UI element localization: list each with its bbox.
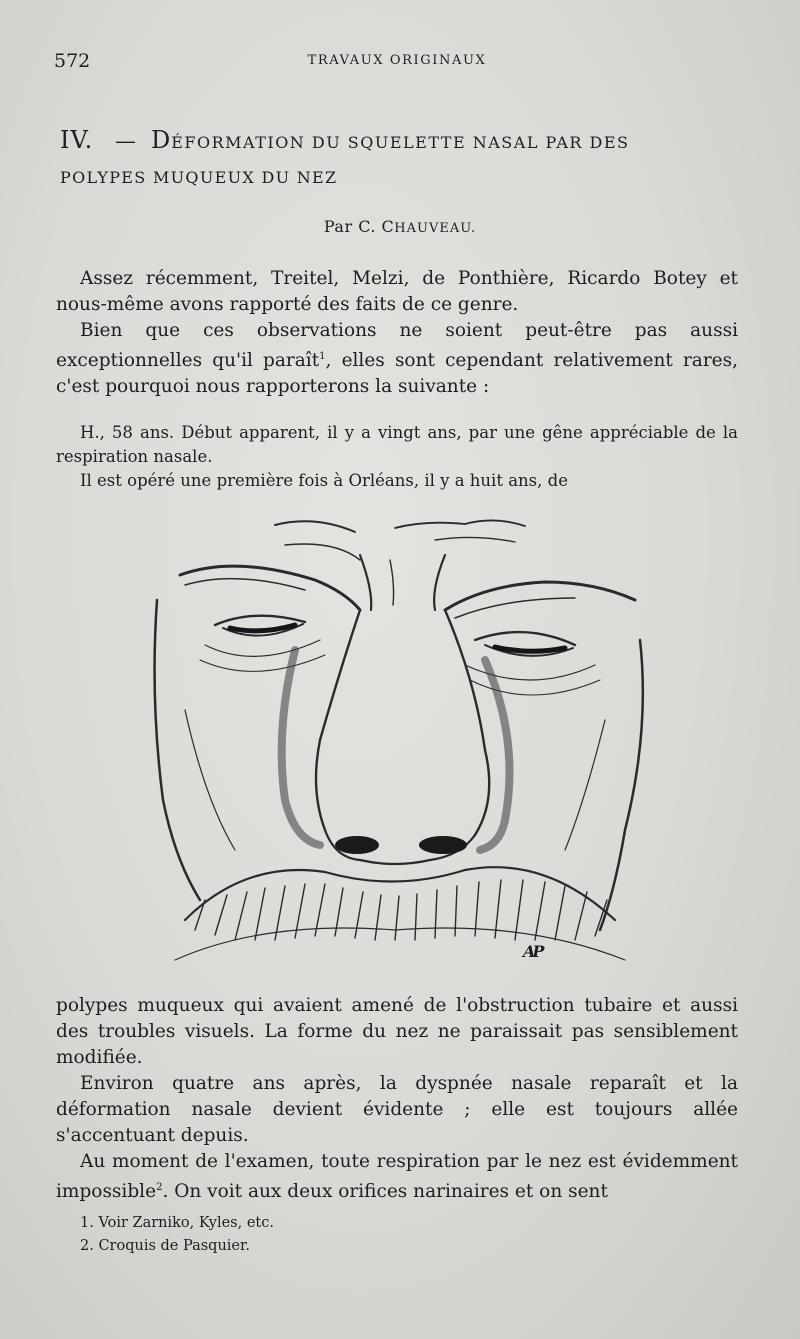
paragraph [56, 1149, 738, 1205]
paragraph-text: Au moment de l'examen, toute respiration par le nez est évidemment impossible [56, 1151, 738, 1203]
paragraph-text: . On voit aux deux orifices narinaires et on sent [162, 1181, 608, 1203]
title-line-1: ÉFORMATION DU SQUELETTE NASAL PAR DES [171, 133, 630, 152]
paragraph-text: , elles sont cependant relativement rares, c'est pourquoi nous rapporterons la suivante : [56, 350, 738, 398]
footnote: 1. Voir Zarniko, Kyles, etc. [80, 1215, 274, 1231]
footnote: 2. Croquis de Pasquier. [80, 1238, 250, 1254]
title-dash: — [114, 129, 137, 153]
title-line-2: POLYPES MUQUEUX DU NEZ [60, 168, 338, 187]
artist-signature: AP [523, 942, 542, 961]
paragraph: H., 58 ans. Début apparent, il y a vingt ans, par une gêne appréciable de la respiration nasale. [56, 423, 738, 466]
paragraph: Environ quatre ans après, la dyspnée nasale reparaît et la déformation nasale devient évidente ; elle est toujours allée s'accentuant depuis. [56, 1073, 738, 1146]
running-head [54, 50, 740, 74]
paragraph: polypes muqueux qui avaient amené de l'obstruction tubaire et aussi des troubles visuels. La forme du nez ne paraissait pas sensiblement modifiée. [56, 995, 738, 1068]
face-sketch [145, 500, 655, 980]
case-text [56, 421, 738, 493]
article-title [60, 128, 760, 186]
intro-text [56, 266, 738, 400]
title-initial: D [150, 126, 172, 154]
paragraph: Assez récemment, Treitel, Melzi, de Ponthière, Ricardo Botey et nous-même avons rapporté des faits de ce genre. [56, 268, 738, 315]
paragraph [56, 318, 738, 400]
footnote-ref: 2 [156, 1182, 163, 1193]
byline-author: HAUVEAU. [394, 221, 477, 236]
paragraph: Il est opéré une première fois à Orléans, il y a huit ans, de [80, 471, 568, 490]
page-number: 572 [54, 50, 91, 72]
byline [0, 217, 800, 236]
face-illustration [145, 500, 655, 980]
running-title: TRAVAUX ORIGINAUX [307, 53, 487, 68]
footnotes [80, 1212, 274, 1258]
continued-text [56, 993, 738, 1205]
section-number: IV. [60, 126, 94, 154]
footnote-ref: 1 [319, 351, 326, 362]
byline-prefix: Par C. C [323, 217, 395, 236]
paragraph-text: Bien que ces observations ne soient peut-être pas aussi exceptionnelles qu'il paraît [56, 320, 738, 372]
